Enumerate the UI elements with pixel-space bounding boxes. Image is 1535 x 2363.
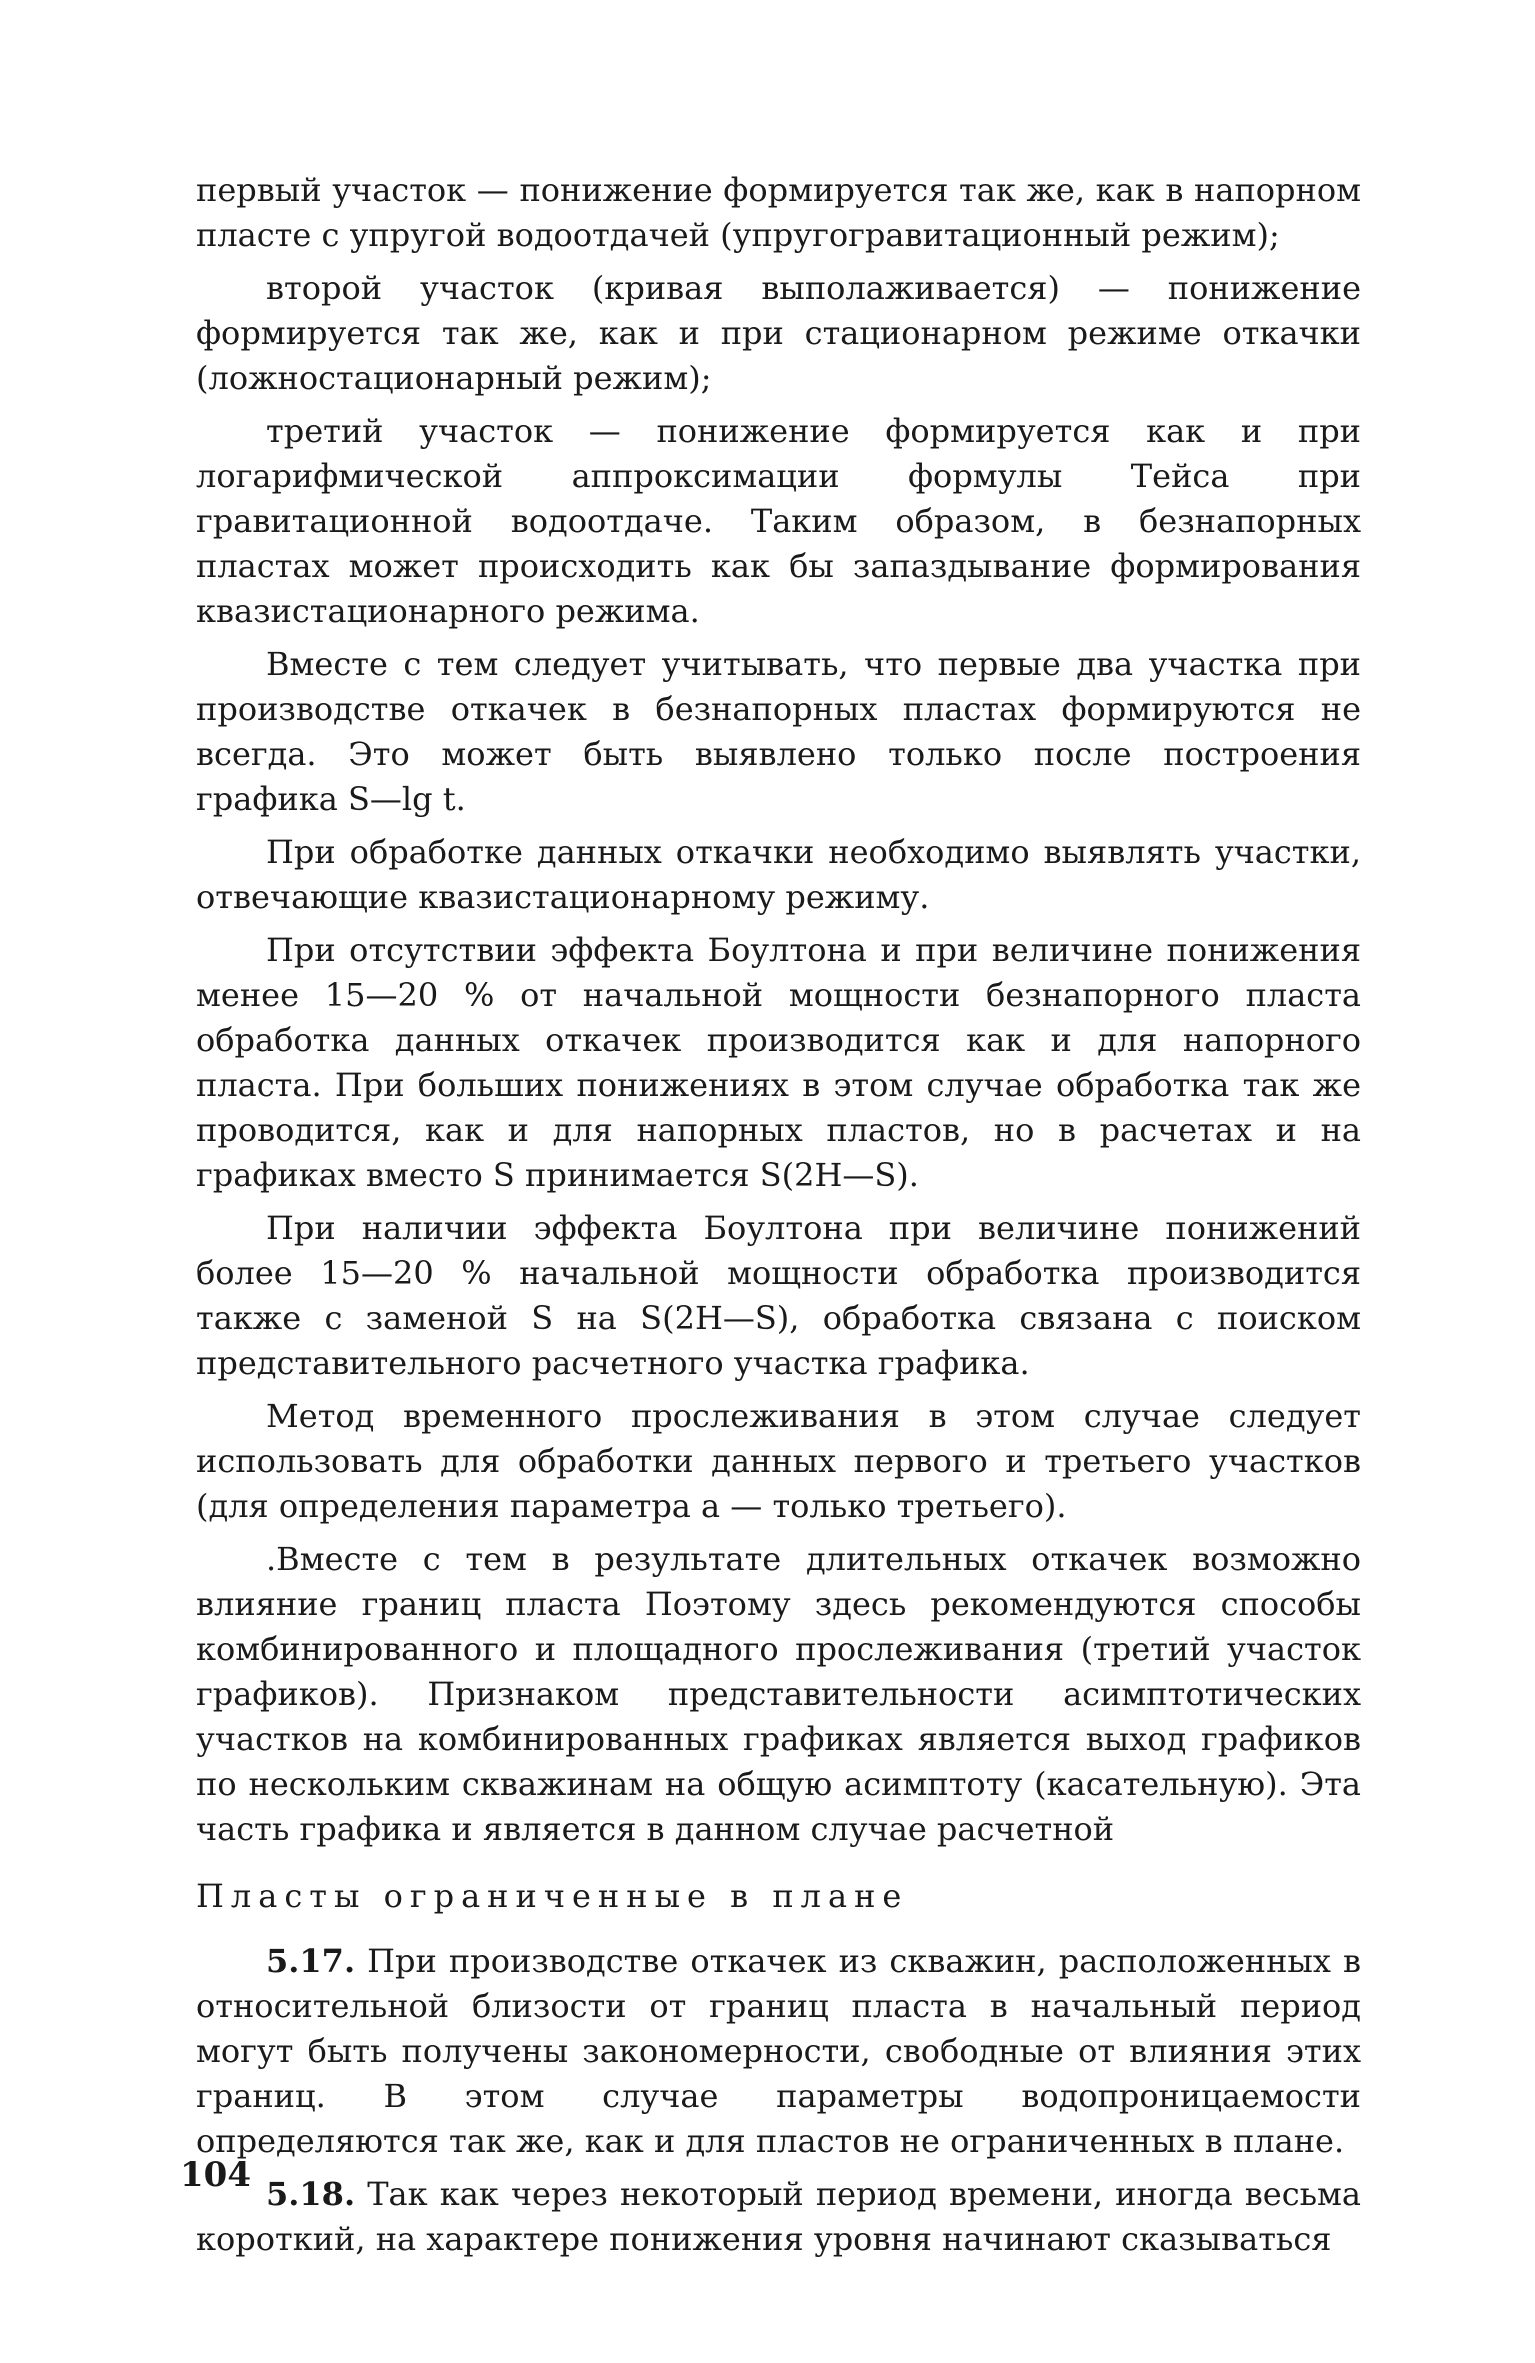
section-heading: Пласты ограниченные в плане: [196, 1877, 909, 1915]
paragraph-time-tracking: Метод временного прослеживания в этом случае следует использовать для обработки данных первого и третьего участков (для определения параметра a — только третьего).: [196, 1397, 1361, 1525]
paragraph-number: 5.18.: [266, 2175, 356, 2213]
paragraph-two-segments-note: Вместе с тем следует учитывать, что первые два участка при производстве откачек в безнапорных пластах формируются не всегда. Это может быть выявлено только после построения графика S—lg t.: [196, 645, 1361, 818]
paragraph-text: При производстве откачек из скважин, расположенных в относительной близости от границ пласта в начальный период могут быть получены закономерности, свободные от влияния этих границ. В этом случае параметры водопроницаемости определяются так же, как и для пластов не ограниченных в плане.: [196, 1942, 1362, 2160]
numbered-paragraph-5-17: [196, 1939, 1361, 2164]
paragraph-first-segment: первый участок — понижение формируется так же, как в напорном пласте с упругой водоотдачей (упругогравитационный режим);: [196, 171, 1361, 254]
paragraph-third-segment: третий участок — понижение формируется как и при логарифмической аппроксимации формулы Тейса при гравитационной водоотдаче. Таким образом, в безнапорных пластах может происходить как бы запаздывание формирования квазистационарного режима.: [196, 412, 1361, 630]
paragraph-boulton: При наличии эффекта Боултона при величине понижений более 15—20 % начальной мощности обработка производится также с заменой S на S(2H—S), обработка связана с поиском представительного расчетного участка графика.: [196, 1209, 1361, 1382]
numbered-paragraph-5-18: [196, 2172, 1361, 2262]
paragraph-boundary-influence: .Вместе с тем в результате длительных откачек возможно влияние границ пласта Поэтому здесь рекомендуются способы комбинированного и площадного прослеживания (третий участок графиков). Признаком представительности асимптотических участков на комбинированных графиках является выход графиков по нескольким скважинам на общую асимптоту (касательную). Эта часть графика и является в данном случае расчетной: [196, 1540, 1361, 1848]
page-number: 104: [180, 2155, 251, 2195]
paragraph-text: Так как через некоторый период времени, иногда весьма короткий, на характере понижения уровня начинают сказываться: [196, 2175, 1362, 2258]
paragraph-processing: При обработке данных откачки необходимо выявлять участки, отвечающие квазистационарному режиму.: [196, 833, 1361, 916]
body-text: [196, 168, 1361, 2270]
paragraph-no-boulton: При отсутствии эффекта Боултона и при величине понижения менее 15—20 % от начальной мощности безнапорного пласта обработка данных откачек производится как и для напорного пласта. При больших понижениях в этом случае обработка так же проводится, как и для напорных пластов, но в расчетах и на графиках вместо S принимается S(2H—S).: [196, 931, 1361, 1194]
paragraph-second-segment: второй участок (кривая выполаживается) — понижение формируется так же, как и при стационарном режиме откачки (ложностационарный режим);: [196, 269, 1361, 397]
paragraph-number: 5.17.: [266, 1942, 356, 1980]
